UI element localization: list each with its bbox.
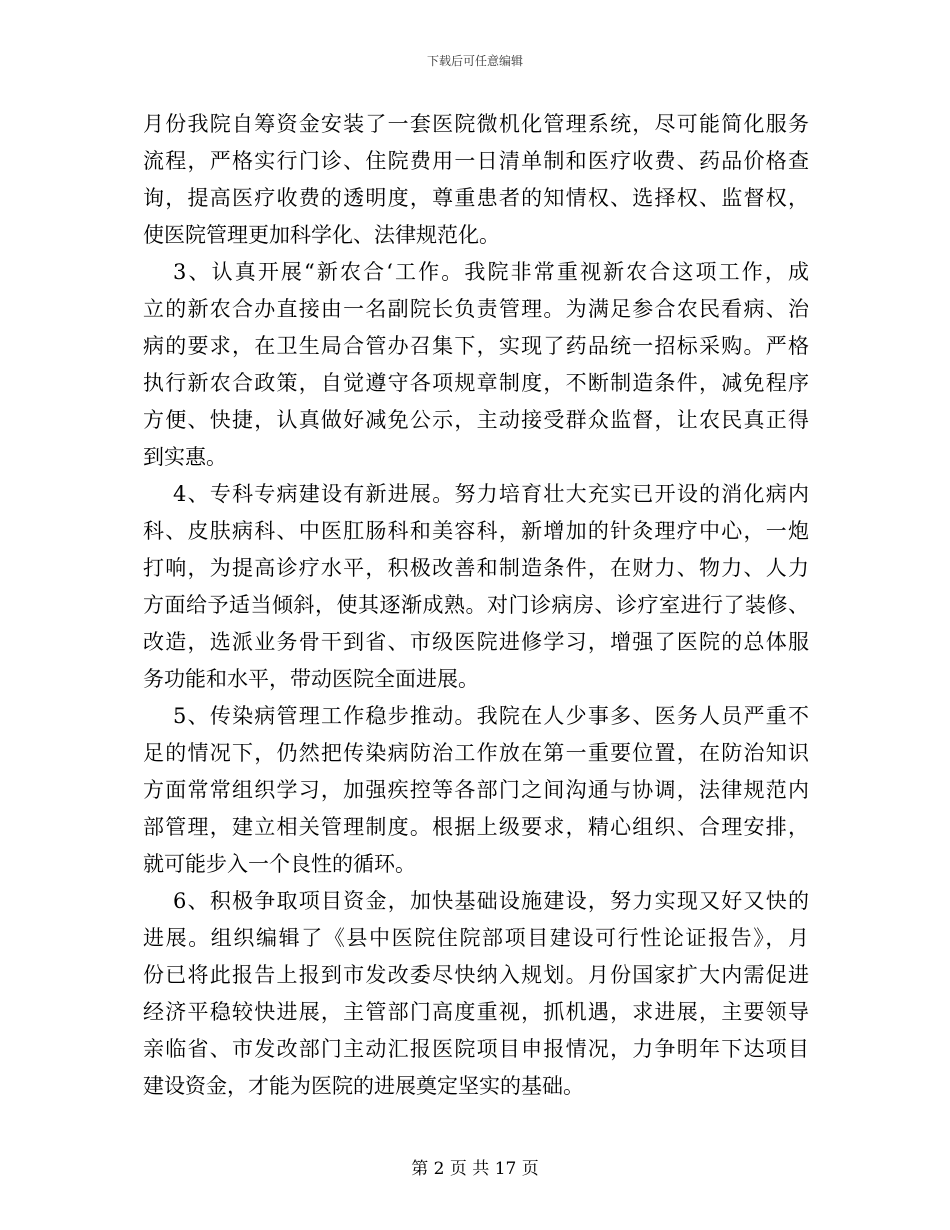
text-line: 经济平稳较快进展，主管部门高度重视，抓机遇，求进展，主要领导 — [143, 1000, 809, 1024]
paragraph — [143, 106, 809, 254]
text-line: 就可能步入一个良性的循环。 — [143, 852, 416, 876]
page-header: 下载后可任意编辑 — [426, 54, 523, 68]
text-line: 立的新农合办直接由一名副院长负责管理。为满足参合农民看病、治 — [143, 297, 809, 321]
document-body — [143, 106, 809, 1105]
text-line: 打响，为提高诊疗水平，积极改善和制造条件，在财力、物力、人力 — [143, 556, 809, 580]
text-line: 使医院管理更加科学化、法律规范化。 — [143, 223, 500, 247]
text-line: 方面常常组织学习，加强疾控等各部门之间沟通与协调，法律规范内 — [143, 778, 809, 802]
text-line: 3、认真开展“新农合‘工作。我院非常重视新农合这项工作，成 — [173, 260, 809, 284]
paragraph — [143, 476, 809, 698]
paragraph — [143, 254, 809, 476]
text-line: 6、积极争取项目资金，加快基础设施建设，努力实现又好又快的 — [173, 889, 809, 913]
text-line: 科、皮肤病科、中医肛肠科和美容科，新增加的针灸理疗中心，一炮 — [143, 519, 809, 543]
text-line: 方便、快捷，认真做好减免公示，主动接受群众监督，让农民真正得 — [143, 408, 809, 432]
text-line: 份已将此报告上报到市发改委尽快纳入规划。月份国家扩大内需促进 — [143, 963, 809, 987]
text-line: 流程，严格实行门诊、住院费用一日清单制和医疗收费、药品价格查 — [143, 149, 809, 173]
text-line: 建设资金，才能为医院的进展奠定坚实的基础。 — [143, 1074, 584, 1098]
text-line: 病的要求，在卫生局合管办召集下，实现了药品统一招标采购。严格 — [143, 334, 809, 358]
paragraph — [143, 698, 809, 883]
paragraph — [143, 883, 809, 1105]
text-line: 务功能和水平，带动医院全面进展。 — [143, 667, 479, 691]
text-line: 改造，选派业务骨干到省、市级医院进修学习，增强了医院的总体服 — [143, 630, 809, 654]
text-line: 执行新农合政策，自觉遵守各项规章制度，不断制造条件，减免程序 — [143, 371, 809, 395]
text-line: 足的情况下，仍然把传染病防治工作放在第一重要位置，在防治知识 — [143, 741, 809, 765]
text-line: 4、专科专病建设有新进展。努力培育壮大充实已开设的消化病内 — [173, 482, 809, 506]
page-number-footer: 第 2 页 共 17 页 — [411, 1159, 539, 1179]
text-line: 部管理，建立相关管理制度。根据上级要求，精心组织、合理安排， — [143, 815, 809, 839]
text-line: 月份我院自筹资金安装了一套医院微机化管理系统，尽可能简化服务 — [143, 112, 809, 136]
text-line: 5、传染病管理工作稳步推动。我院在人少事多、医务人员严重不 — [173, 704, 809, 728]
text-line: 询，提高医疗收费的透明度，尊重患者的知情权、选择权、监督权， — [143, 186, 809, 210]
text-line: 方面给予适当倾斜，使其逐渐成熟。对门诊病房、诊疗室进行了装修、 — [143, 593, 809, 617]
text-line: 到实惠。 — [143, 445, 227, 469]
text-line: 进展。组织编辑了《县中医院住院部项目建设可行性论证报告》，月 — [143, 926, 809, 950]
text-line: 亲临省、市发改部门主动汇报医院项目申报情况，力争明年下达项目 — [143, 1037, 809, 1061]
